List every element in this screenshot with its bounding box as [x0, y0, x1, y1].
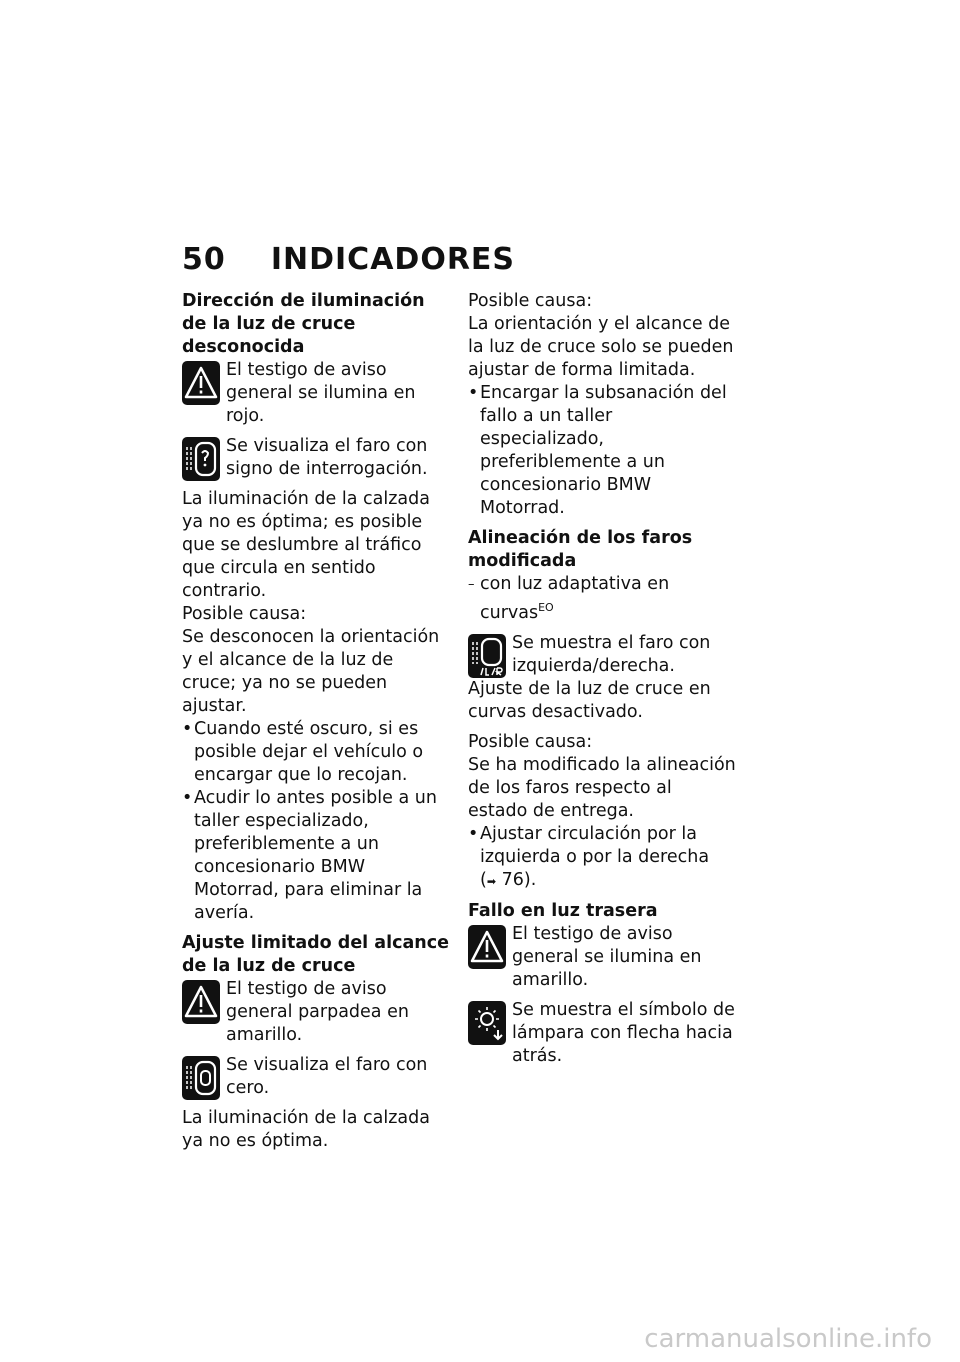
warning-triangle-icon [182, 361, 220, 405]
indicator-text: El testigo de aviso general parpadea en amarillo. [226, 979, 409, 1045]
cause-label: Posible causa: [468, 731, 593, 752]
cause-text: Se ha modificado la alineación de los faros respecto al estado de entrega. [468, 754, 736, 821]
indicator-row [182, 1054, 450, 1100]
lamp-arrow-back-icon [468, 1001, 506, 1045]
paragraph: Ajuste de la luz de cruce en curvas desactivado. [468, 678, 711, 722]
indicator-text: Se muestra el faro con izquierda/derecha. [512, 632, 711, 676]
section-heading: Fallo en luz trasera [468, 900, 658, 921]
indicator-row [468, 923, 736, 992]
indicator-row [182, 435, 450, 481]
section-heading: Ajuste limitado del alcance de la luz de cruce [182, 933, 449, 976]
paragraph: La iluminación de la calzada ya no es óptima. [182, 1108, 430, 1151]
headlight-zero-icon [182, 1056, 220, 1100]
indicator-row [468, 632, 736, 678]
left-column [182, 290, 450, 1153]
watermark: carmanualsonline.info [644, 1324, 932, 1354]
list-item: • Cuando esté oscuro, si es posible dejar el vehículo o encargar que lo recojan. [182, 719, 424, 785]
cause-label: Posible causa: [468, 291, 593, 311]
list-item: • Encargar la subsanación del fallo a un taller especializado, preferiblemente a un concesionario BMW Motorrad. [468, 383, 727, 518]
indicator-text: El testigo de aviso general se ilumina en amarillo. [512, 923, 702, 990]
right-column [468, 290, 736, 1068]
page-number: 50 [182, 242, 226, 277]
cause-text: La orientación y el alcance de la luz de cruce solo se pueden ajustar de forma limitada. [468, 314, 734, 380]
indicator-row [182, 359, 450, 428]
indicator-text: Se visualiza el faro con signo de interrogación. [226, 436, 428, 479]
indicator-row [468, 999, 736, 1068]
list-item: • Ajustar circulación por la izquierda o por la derecha (➡ 76). [468, 823, 710, 890]
page-reference[interactable]: 76). [501, 869, 537, 890]
indicator-text: El testigo de aviso general se ilumina en rojo. [226, 360, 416, 426]
headlight-left-right-icon [468, 634, 506, 678]
list-item: – con luz adaptativa en curvas$^{EO}$ [468, 574, 670, 623]
page-reference-arrow-icon: ➡ [486, 874, 497, 888]
warning-triangle-icon [468, 925, 506, 969]
cause-label: Posible causa: [182, 604, 307, 624]
page-header [182, 242, 515, 277]
page-title: INDICADORES [270, 242, 516, 277]
indicator-row [182, 978, 450, 1047]
headlight-question-icon [182, 437, 220, 481]
section-heading: Alineación de los faros modificada [468, 528, 693, 571]
list-item: • Acudir lo antes posible a un taller especializado, preferiblemente a un concesionario BMW Motorrad, para eliminar la avería. [182, 788, 437, 923]
indicator-text: Se visualiza el faro con cero. [226, 1055, 428, 1098]
section-heading: Dirección de iluminación de la luz de cruce desconocida [182, 291, 425, 357]
warning-triangle-icon [182, 980, 220, 1024]
paragraph: La iluminación de la calzada ya no es óptima; es posible que se deslumbre al tráfico que circula en sentido contrario. [182, 489, 430, 601]
cause-text: Se desconocen la orientación y el alcance de la luz de cruce; ya no se pueden ajustar. [182, 627, 440, 716]
indicator-text: Se muestra el símbolo de lámpara con flecha hacia atrás. [512, 999, 735, 1066]
option-code: EO [538, 601, 554, 614]
